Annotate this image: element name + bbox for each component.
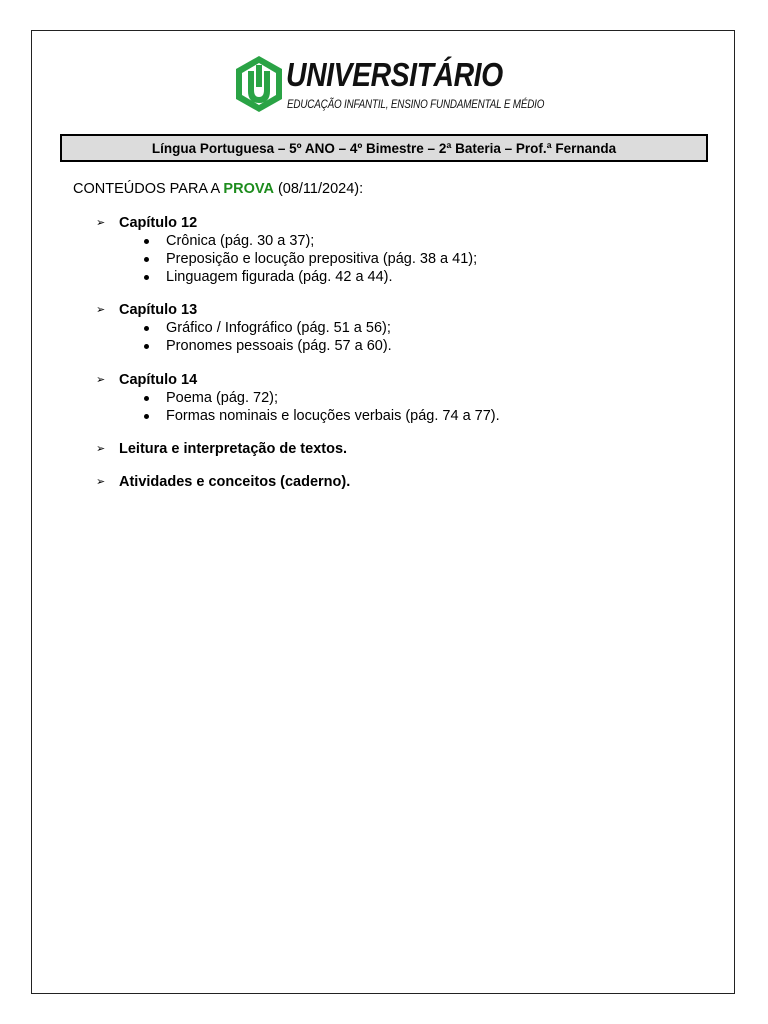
topic-text: Poema (pág. 72); <box>166 390 279 406</box>
topic-text: Pronomes pessoais (pág. 57 a 60). <box>166 338 392 354</box>
list-item <box>96 250 477 268</box>
school-logo <box>233 54 545 114</box>
bullet-dot-icon <box>144 326 149 331</box>
chapter-title: Capítulo 13 <box>119 302 198 318</box>
chapter-title: Capítulo 14 <box>119 372 198 388</box>
intro-highlight: PROVA <box>223 181 274 197</box>
list-item <box>96 407 500 425</box>
section-chapter-13 <box>96 301 392 355</box>
brand-tagline: EDUCAÇÃO INFANTIL, ENSINO FUNDAMENTAL E MÉDIO <box>287 97 545 111</box>
intro-prefix: CONTEÚDOS PARA A <box>73 181 224 197</box>
header-title: Língua Portuguesa – 5º ANO – 4º Bimestre – 2ª Bateria – Prof.ª Fernanda <box>151 140 617 156</box>
topic-text: Crônica (pág. 30 a 37); <box>166 233 315 249</box>
bullet-dot-icon <box>144 239 149 244</box>
list-item <box>96 389 500 407</box>
bullet-dot-icon <box>144 344 149 349</box>
intro-suffix: (08/11/2024): <box>273 181 364 197</box>
bullet-dot-icon <box>144 257 149 262</box>
contents-intro <box>73 181 363 197</box>
topic-list <box>96 232 477 286</box>
topic-list <box>96 389 500 425</box>
chapter-heading <box>96 371 500 389</box>
section-chapter-12 <box>96 214 477 286</box>
topic-text: Gráfico / Infográfico (pág. 51 a 56); <box>166 320 391 336</box>
chapter-heading <box>96 301 392 319</box>
header-banner <box>60 134 708 162</box>
list-item <box>96 319 392 337</box>
bullet-dot-icon <box>144 414 149 419</box>
arrow-bullet-icon: ➢ <box>96 374 106 386</box>
list-item <box>96 337 392 355</box>
topic-text: Formas nominais e locuções verbais (pág. 74 a 77). <box>166 408 500 424</box>
arrow-bullet-icon: ➢ <box>96 304 106 316</box>
section-chapter-14 <box>96 371 500 425</box>
chapter-title: Capítulo 12 <box>119 215 198 231</box>
arrow-bullet-icon: ➢ <box>96 217 106 229</box>
bullet-dot-icon <box>144 396 149 401</box>
topic-text: Linguagem figurada (pág. 42 a 44). <box>166 269 393 285</box>
hexagon-shield-icon <box>233 54 285 114</box>
list-item <box>96 268 477 286</box>
section-reading <box>96 440 347 458</box>
topic-list <box>96 319 392 355</box>
chapter-heading <box>96 473 350 491</box>
chapter-title: Leitura e interpretação de textos. <box>119 441 348 457</box>
arrow-bullet-icon: ➢ <box>96 443 106 455</box>
list-item <box>96 232 477 250</box>
chapter-title: Atividades e conceitos (caderno). <box>119 474 351 490</box>
chapter-heading <box>96 440 347 458</box>
document-page <box>31 30 735 994</box>
arrow-bullet-icon: ➢ <box>96 476 106 488</box>
chapter-heading <box>96 214 477 232</box>
topic-text: Preposição e locução prepositiva (pág. 38 a 41); <box>166 251 478 267</box>
brand-name: UNIVERSITÁRIO <box>286 56 503 93</box>
section-activities <box>96 473 350 491</box>
bullet-dot-icon <box>144 275 149 280</box>
